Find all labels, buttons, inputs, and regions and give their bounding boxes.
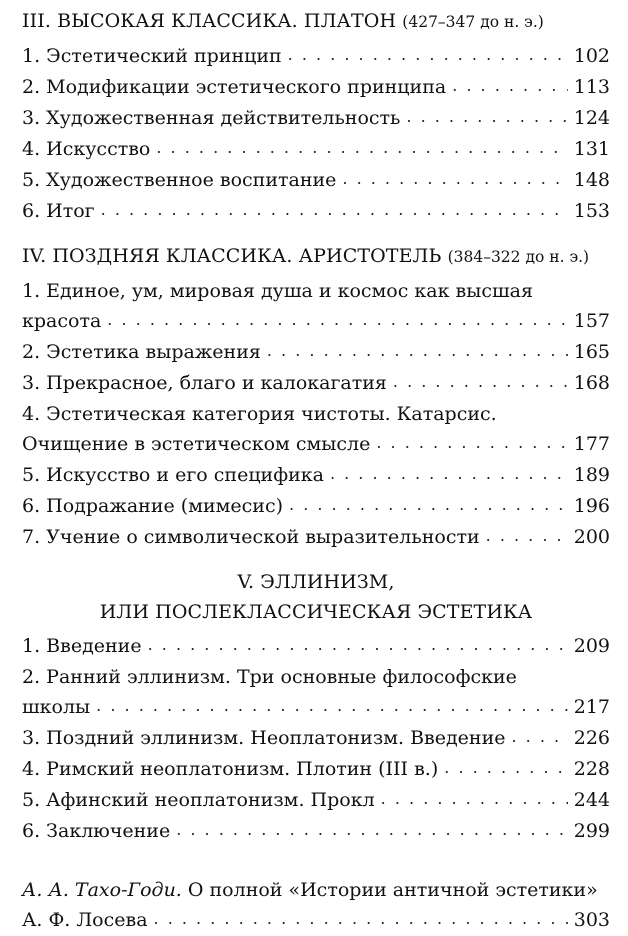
leader-dots: [156, 132, 567, 163]
page-number: 196: [573, 495, 610, 517]
page-number: 177: [573, 433, 610, 455]
leader-dots: [381, 783, 568, 814]
entry-title: 4. Римский неоплатонизм. Плотин (III в.): [22, 758, 439, 780]
page-number: 299: [573, 820, 610, 842]
toc-entry[interactable]: [22, 816, 610, 847]
entry-title: 6. Итог: [22, 200, 95, 222]
toc-entry[interactable]: [22, 723, 610, 754]
section-title-line1: V. ЭЛЛИНИЗМ,: [237, 571, 395, 593]
entry-title: 3. Художественная действительность: [22, 107, 401, 129]
toc-entry[interactable]: [22, 905, 610, 936]
section-title-line2: ИЛИ ПОСЛЕКЛАССИЧЕСКАЯ ЭСТЕТИКА: [99, 601, 533, 623]
entry-title-line1: 4. Эстетическая категория чистоты. Катарсис.: [22, 403, 497, 425]
leader-dots: [393, 366, 568, 397]
section-heading-3: [22, 6, 610, 37]
toc-entry[interactable]: [22, 368, 610, 399]
entry-title: 5. Художественное воспитание: [22, 169, 337, 191]
entry-title: школы: [22, 696, 91, 718]
leader-dots: [330, 458, 568, 489]
entry-title: Очищение в эстетическом смысле: [22, 433, 371, 455]
toc-entry[interactable]: [22, 337, 610, 368]
page-number: 303: [573, 909, 610, 931]
entry-title-line1: 2. Ранний эллинизм. Три основные философские: [22, 666, 517, 688]
entry-title: 1. Введение: [22, 635, 142, 657]
leader-dots: [486, 520, 568, 551]
entry-title: 2. Эстетика выражения: [22, 341, 261, 363]
entry-title: красота: [22, 310, 102, 332]
afterword-author: А. А. Тахо-Годи.: [22, 879, 182, 901]
page-number: 209: [573, 635, 610, 657]
page-number: 200: [573, 526, 610, 548]
toc-entry[interactable]: [22, 429, 610, 460]
page-number: 189: [573, 464, 610, 486]
section-dates: (384–322 до н. э.): [447, 248, 590, 266]
section-heading-4: [22, 241, 610, 272]
page-number: 168: [573, 372, 610, 394]
afterword-title: О полной «Истории античной эстетики»: [181, 879, 598, 901]
toc-entry[interactable]: [22, 72, 610, 103]
toc-entry[interactable]: [22, 306, 610, 337]
page-number: 228: [573, 758, 610, 780]
toc-entry[interactable]: [22, 631, 610, 662]
entry-title: 1. Эстетический принцип: [22, 45, 282, 67]
toc-entry[interactable]: [22, 134, 610, 165]
leader-dots: [444, 752, 567, 783]
entry-title: 3. Прекрасное, благо и калокагатия: [22, 372, 387, 394]
section-title: IV. ПОЗДНЯЯ КЛАССИКА. АРИСТОТЕЛЬ: [22, 245, 442, 267]
entry-title: 4. Искусство: [22, 138, 151, 160]
toc-entry[interactable]: [22, 165, 610, 196]
entry-title: 3. Поздний эллинизм. Неоплатонизм. Введение: [22, 727, 506, 749]
leader-dots: [452, 70, 568, 101]
leader-dots: [101, 194, 568, 225]
toc-entry[interactable]: [22, 692, 610, 723]
entry-title: А. Ф. Лосева: [22, 909, 148, 931]
entry-title: 5. Искусство и его специфика: [22, 464, 324, 486]
leader-dots: [148, 629, 568, 660]
page-number: 113: [573, 76, 610, 98]
entry-title: 6. Подражание (мимесис): [22, 495, 284, 517]
entry-title: 2. Модификации эстетического принципа: [22, 76, 447, 98]
page-number: 226: [573, 727, 610, 749]
leader-dots: [376, 427, 567, 458]
toc-entry[interactable]: [22, 41, 610, 72]
page-number: 102: [573, 45, 610, 67]
section-dates: (427–347 до н. э.): [402, 13, 544, 31]
toc-entry[interactable]: [22, 491, 610, 522]
page-number: 165: [573, 341, 610, 363]
toc-entry[interactable]: [22, 754, 610, 785]
leader-dots: [267, 335, 568, 366]
page-number: 124: [573, 107, 610, 129]
page-number: 153: [573, 200, 610, 222]
leader-dots: [154, 903, 568, 934]
entry-title-line1: 1. Единое, ум, мировая душа и космос как высшая: [22, 280, 533, 302]
page-number: 148: [573, 169, 610, 191]
entry-title: 6. Заключение: [22, 820, 171, 842]
page-number: 157: [573, 310, 610, 332]
entry-title: 7. Учение о символической выразительности: [22, 526, 480, 548]
leader-dots: [176, 814, 568, 845]
table-of-contents: [22, 6, 610, 936]
section-heading-5: [22, 567, 610, 627]
page-number: 131: [573, 138, 610, 160]
leader-dots: [289, 489, 568, 520]
leader-dots: [107, 304, 567, 335]
entry-title: 5. Афинский неоплатонизм. Прокл: [22, 789, 375, 811]
afterword-line1: [22, 875, 610, 905]
toc-entry[interactable]: [22, 785, 610, 816]
section-title: III. ВЫСОКАЯ КЛАССИКА. ПЛАТОН: [22, 10, 397, 32]
toc-entry[interactable]: [22, 103, 610, 134]
leader-dots: [512, 721, 568, 752]
toc-entry[interactable]: [22, 460, 610, 491]
page-number: 244: [573, 789, 610, 811]
leader-dots: [288, 39, 568, 70]
leader-dots: [342, 163, 567, 194]
page-number: 217: [573, 696, 610, 718]
leader-dots: [406, 101, 567, 132]
toc-entry[interactable]: [22, 196, 610, 227]
toc-entry[interactable]: [22, 522, 610, 553]
leader-dots: [96, 690, 568, 721]
